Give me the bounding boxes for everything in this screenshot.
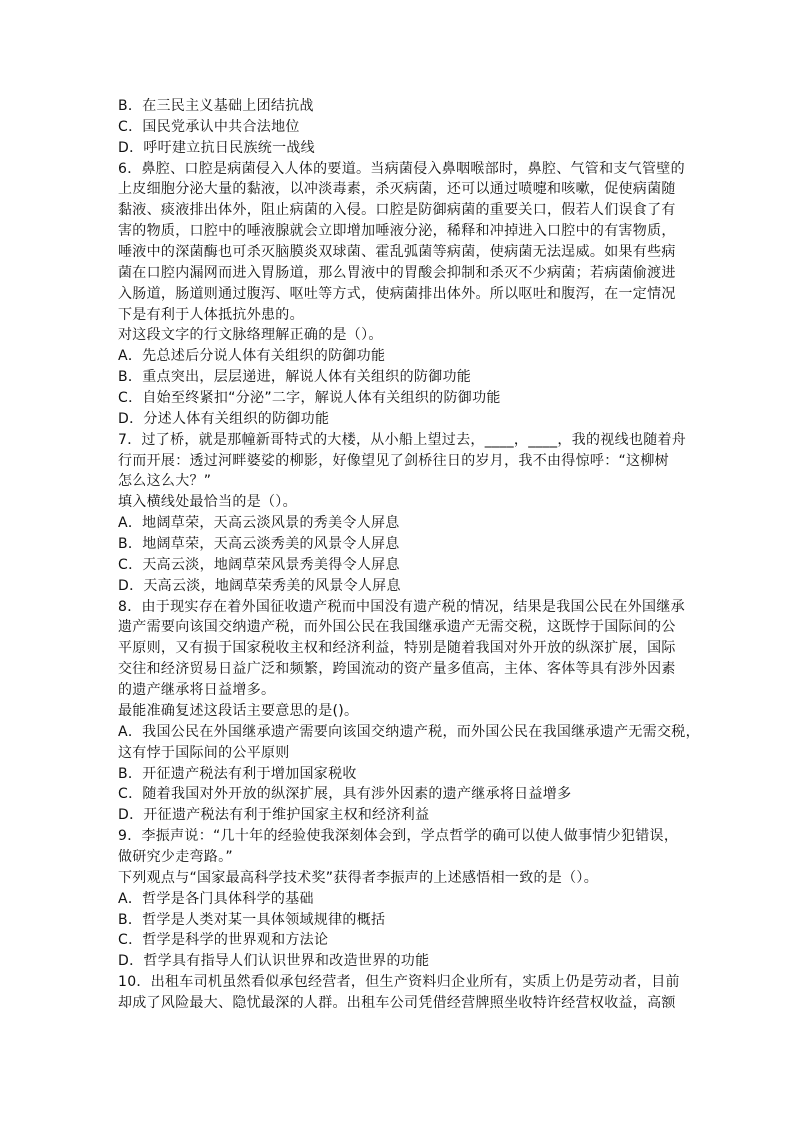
text-line: B．重点突出，层层递进，解说人体有关组织的防御功能	[118, 369, 472, 386]
answer-option	[118, 951, 698, 972]
question-prompt	[118, 492, 698, 513]
text-line: 入肠道，肠道则通过腹泻、呕吐等方式，使病菌排出体外。所以呕吐和腹泻，在一定情况	[118, 285, 676, 302]
text-line: 黏液、痰液排出体外，阻止病菌的入侵。口腔是防御病菌的重要关口，假若人们误食了有	[118, 202, 676, 219]
question-prompt	[118, 701, 698, 722]
text-line: 最能准确复述这段话主要意思的是()。	[118, 702, 359, 719]
text-line: 平原则，又有损于国家税收主权和经济利益，特别是随着我国对外开放的纵深扩展，国际	[118, 640, 676, 657]
text-line: 遗产需要向该国交纳遗产税，而外国公民在我国继承遗产无需交税，这既悖于国际间的公	[118, 619, 676, 636]
answer-option	[118, 784, 698, 805]
answer-option	[118, 805, 698, 826]
text-line: 怎么这么大？”	[118, 473, 212, 490]
text-line: D．分述人体有关组织的防御功能	[118, 410, 330, 427]
text-line: C．自始至终紧扣“分泌”二字，解说人体有关组织的防御功能	[118, 390, 501, 407]
answer-option	[118, 117, 698, 138]
text-line: 下列观点与“国家最高科学技术奖”获得者李振声的上述感悟相一致的是（）。	[118, 869, 599, 886]
answer-option	[118, 346, 698, 367]
text-line: 下是有利于人体抵抗外患的。	[118, 306, 304, 323]
question-paragraph	[118, 159, 698, 326]
question-paragraph	[118, 597, 698, 701]
question-paragraph	[118, 826, 698, 868]
text-line: 6．鼻腔、口腔是病菌侵入人体的要道。当病菌侵入鼻咽喉部时，鼻腔、气管和支气管壁的	[118, 160, 685, 177]
question-paragraph	[118, 972, 698, 1014]
answer-option	[118, 96, 698, 117]
answer-option	[118, 889, 698, 910]
text-line: B．在三民主义基础上团结抗战	[118, 98, 314, 114]
text-line: B．哲学是人类对某一具体领域规律的概括	[118, 911, 386, 928]
text-line: 9．李振声说：“几十年的经验使我深刻体会到，学点哲学的确可以使人做事情少犯错误，	[118, 828, 679, 845]
text-line: 填入横线处最恰当的是（）。	[118, 494, 297, 511]
answer-option	[118, 722, 698, 764]
answer-option	[118, 409, 698, 430]
answer-option	[118, 930, 698, 951]
text-line: A．先总述后分说人体有关组织的防御功能	[118, 348, 386, 365]
answer-option	[118, 534, 698, 555]
text-line: D．开征遗产税法有利于维护国家主权和经济利益	[118, 807, 430, 824]
text-line: 8．由于现实存在着外国征收遗产税而中国没有遗产税的情况，结果是我国公民在外国继承	[118, 598, 685, 615]
text-line: A．我国公民在外国继承遗产需要向该国交纳遗产税，而外国公民在我国继承遗产无需交税，	[118, 723, 700, 740]
text-line: 交往和经济贸易日益广泛和频繁，跨国流动的资产量多值高，主体、客体等具有涉外因素	[118, 661, 676, 678]
answer-option	[118, 367, 698, 388]
text-line: C．哲学是科学的世界观和方法论	[118, 932, 329, 949]
answer-option	[118, 764, 698, 785]
text-line: A．哲学是各门具体科学的基础	[118, 890, 314, 907]
text-line: 菌在口腔内漏网而进入胃肠道，那么胃液中的胃酸会抑制和杀灭不少病菌；若病菌偷渡进	[118, 264, 676, 281]
text-line: D．天高云淡，地阔草荣秀美的风景令人屏息	[118, 577, 401, 594]
text-line: C．天高云淡，地阔草荣风景秀美得令人屏息	[118, 556, 400, 573]
text-line: C．随着我国对外开放的纵深扩展，具有涉外因素的遗产继承将日益增多	[118, 786, 572, 803]
question-prompt	[118, 325, 698, 346]
text-line: 却成了风险最大、隐忧最深的人群。出租车公司凭借经营牌照坐收特许经营权收益，高额	[118, 994, 676, 1011]
text-line: B．开征遗产税法有利于增加国家税收	[118, 765, 357, 782]
answer-option	[118, 513, 698, 534]
text-line: C．国民党承认中共合法地位	[118, 118, 300, 135]
text-line: 唾液中的深菌酶也可杀灭脑膜炎双球菌、霍乱弧菌等病菌，使病菌无法逞威。如果有些病	[118, 244, 676, 261]
question-prompt	[118, 868, 698, 889]
text-line: B．地阔草荣，天高云淡秀美的风景令人屏息	[118, 536, 400, 553]
text-line: D．呼吁建立抗日民族统一战线	[118, 139, 315, 156]
document-page	[118, 96, 698, 1014]
text-line: 行而开展：透过河畔婆娑的柳影，好像望见了剑桥往日的岁月，我不由得惊呼：“这柳树	[118, 452, 669, 469]
answer-option	[118, 388, 698, 409]
text-line: 的遗产继承将日益增多。	[118, 682, 276, 699]
text-line: 7．过了桥，就是那幢新哥特式的大楼，从小船上望过去，____，____，我的视线也随着舟	[118, 431, 687, 448]
answer-option	[118, 555, 698, 576]
question-paragraph	[118, 430, 698, 493]
text-line: 对这段文字的行文脉络理解正确的是（）。	[118, 327, 383, 344]
text-line: 害的物质，口腔中的唾液腺就会立即增加唾液分泌，稀释和冲掉进入口腔中的有害物质，	[118, 223, 676, 240]
answer-option	[118, 576, 698, 597]
text-line: D．哲学具有指导人们认识世界和改造世界的功能	[118, 953, 430, 970]
text-line: 10．出租车司机虽然看似承包经营者，但生产资料归企业所有，实质上仍是劳动者，目前	[118, 974, 680, 991]
text-line: 上皮细胞分泌大量的黏液，以冲淡毒素，杀灭病菌，还可以通过喷嚏和咳嗽，促使病菌随	[118, 181, 676, 198]
text-line: 做研究少走弯路。”	[118, 848, 233, 865]
answer-option	[118, 138, 698, 159]
text-line: A．地阔草荣，天高云淡风景的秀美令人屏息	[118, 515, 400, 532]
answer-option	[118, 910, 698, 931]
text-line: 这有悖于国际间的公平原则	[118, 744, 290, 761]
